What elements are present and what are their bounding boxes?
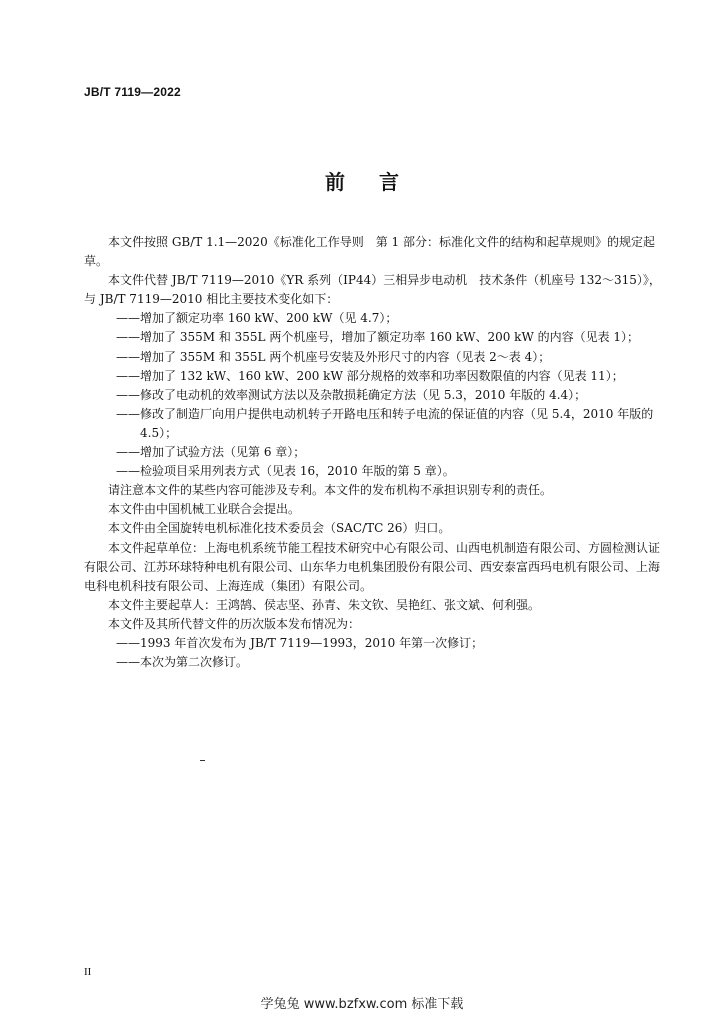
- paragraph: 本文件按照 GB/T 1.1—2020《标准化工作导则 第 1 部分：标准化文件的结构和起草规则》的规定起草。: [84, 235, 655, 269]
- paragraph: 本文件由中国机械工业联合会提出。: [108, 502, 301, 517]
- list-item: ——检验项目采用列表方式（见表 16，2010 年版的第 5 章）。: [116, 464, 455, 479]
- paragraph: 本文件起草单位：上海电机系统节能工程技术研究中心有限公司、山西电机制造有限公司、方圆检测认证有限公司、江苏环球特种电机有限公司、山东华力电机集团股份有限公司、西安泰富西玛电机有限公司、上海电科电机科技有限公司、上海连成（集团）有限公司。: [84, 540, 661, 593]
- list-item: ——本次为第二次修订。: [116, 655, 249, 670]
- title-char-2: 言: [379, 170, 399, 194]
- list-item: ——增加了试验方法（见第 6 章）；: [116, 445, 306, 460]
- page-title: [0, 166, 724, 195]
- list-item: ——修改了制造厂向用户提供电动机转子开路电压和转子电流的保证值的内容（见 5.4，2010 年版的 4.5）；: [116, 406, 654, 440]
- scan-mark: [200, 760, 205, 761]
- paragraph: 本文件由全国旋转电机标准化技术委员会（SAC/TC 26）归口。: [108, 521, 451, 536]
- foreword-body: [84, 233, 664, 672]
- list-item: ——增加了 355M 和 355L 两个机座号，增加了额定功率 160 kW、200 kW 的内容（见表 1）；: [116, 330, 640, 345]
- watermark: 学兔兔 www.bzfxw.com 标准下载: [260, 997, 464, 1012]
- page-number: II: [84, 966, 92, 978]
- list-item: ——增加了 355M 和 355L 两个机座号安装及外形尺寸的内容（见表 2～表 4）；: [116, 349, 551, 364]
- list-item: ——增加了 132 kW、160 kW、200 kW 部分规格的效率和功率因数限值的内容（见表 11）；: [116, 368, 624, 383]
- paragraph: 本文件及其所代替文件的历次版本发布情况为：: [108, 616, 361, 631]
- paragraph: 请注意本文件的某些内容可能涉及专利。本文件的发布机构不承担识别专利的责任。: [108, 483, 553, 498]
- paragraph: 本文件代替 JB/T 7119—2010《YR 系列（IP44）三相异步电动机 技术条件（机座号 132～315）》，与 JB/T 7119—2010 相比主要技术变化如下：: [84, 273, 661, 307]
- list-item: ——1993 年首次发布为 JB/T 7119—1993，2010 年第一次修订；: [116, 635, 484, 650]
- list-item: ——修改了电动机的效率测试方法以及杂散损耗确定方法（见 5.3，2010 年版的 4.4）；: [116, 387, 587, 402]
- standard-code: JB/T 7119—2022: [84, 85, 181, 99]
- list-item: ——增加了额定功率 160 kW、200 kW（见 4.7）；: [116, 311, 398, 326]
- title-char-1: 前: [325, 170, 345, 194]
- paragraph: 本文件主要起草人：王鸿鹄、侯志坚、孙青、朱文钦、吴艳红、张文斌、何利强。: [108, 597, 541, 612]
